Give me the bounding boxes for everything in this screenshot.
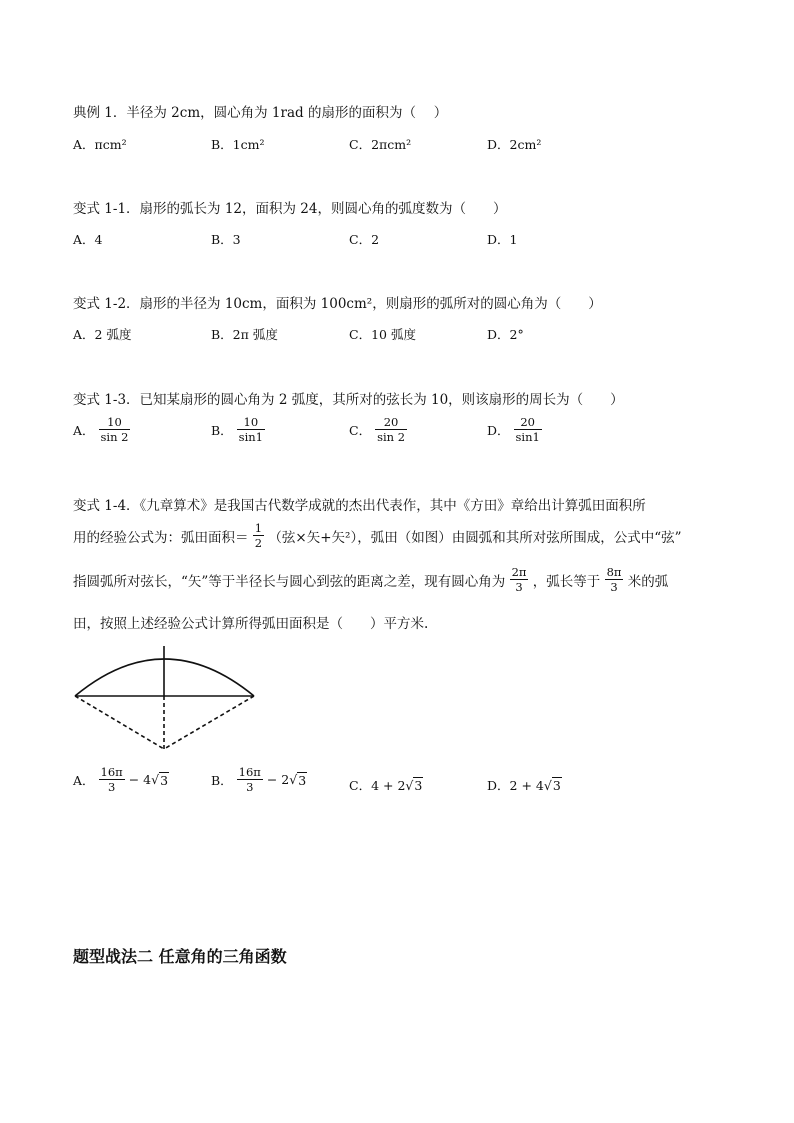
q4-option-c <box>349 416 407 443</box>
numerator: 16π <box>238 765 261 779</box>
q3-option-b: B．2π 弧度 <box>211 327 278 342</box>
text: − 2 <box>266 772 290 788</box>
q2-option-d: D．1 <box>487 232 518 247</box>
radicand: 3 <box>160 772 169 788</box>
denominator: sin 2 <box>377 430 406 445</box>
text: 用的经验公式为：弧田面积＝ <box>73 529 249 546</box>
numerator: 20 <box>514 416 542 430</box>
numerator: 8π <box>606 565 622 579</box>
fraction <box>237 416 265 443</box>
q5-option-a <box>73 766 169 793</box>
text: ，弧长等于 <box>532 573 601 590</box>
denominator: 3 <box>610 580 618 595</box>
question-5-line-2 <box>73 522 682 549</box>
section-heading: 题型战法二 任意角的三角函数 <box>73 947 287 966</box>
fraction <box>99 766 125 793</box>
fraction <box>605 566 624 593</box>
radius-right <box>164 696 254 749</box>
question-4-stem: 变式 1-3．已知某扇形的圆心角为 2 弧度，其所对的弦长为 10，则该扇形的周长为（ ） <box>73 392 624 408</box>
option-label: D． <box>487 422 510 438</box>
question-5-line-3 <box>73 566 668 593</box>
radicand: 3 <box>414 778 423 793</box>
q3-option-a: A．2 弧度 <box>73 327 132 342</box>
q5-option-d <box>487 776 562 794</box>
q4-option-b <box>211 416 265 443</box>
q1-option-a: A．πcm² <box>73 137 127 152</box>
q1-option-b: B．1cm² <box>211 137 265 152</box>
numerator: 10 <box>237 416 265 430</box>
option-label: B． <box>211 772 233 788</box>
q1-option-c: C．2πcm² <box>349 137 412 152</box>
radicand: 3 <box>552 778 561 793</box>
text: D．2 + 4 <box>487 778 544 793</box>
fraction <box>99 416 131 443</box>
text: C．4 + 2 <box>349 778 406 793</box>
option-label: A． <box>73 772 95 788</box>
denominator: 3 <box>246 780 254 795</box>
option-label: C． <box>349 422 372 438</box>
numerator: 16π <box>100 765 123 779</box>
sqrt-symbol: √ <box>543 777 552 793</box>
q3-option-c: C．10 弧度 <box>349 327 416 342</box>
option-label: B． <box>211 422 233 438</box>
radicand: 3 <box>298 772 307 788</box>
q2-option-b: B．3 <box>211 232 241 247</box>
fraction <box>510 566 529 593</box>
denominator: sin1 <box>238 430 263 445</box>
fraction <box>375 416 407 443</box>
question-1-stem: 典例 1．半径为 2cm，圆心角为 1rad 的扇形的面积为（ ） <box>73 105 448 121</box>
q2-option-a: A．4 <box>73 232 103 247</box>
fraction <box>237 766 263 793</box>
question-5-line-4: 田，按照上述经验公式计算所得弧田面积是（ ）平方米. <box>73 616 429 632</box>
text: 米的弧 <box>627 573 669 590</box>
q5-option-c <box>349 776 423 794</box>
q4-option-a <box>73 416 130 443</box>
question-5-line-1: 变式 1-4．《九章算术》是我国古代数学成就的杰出代表作，其中《方田》章给出计算弧田面积所 <box>73 498 646 514</box>
question-2-stem: 变式 1-1．扇形的弧长为 12，面积为 24，则圆心角的弧度数为（ ） <box>73 201 507 217</box>
denominator: 3 <box>107 780 116 795</box>
denominator: sin 2 <box>100 430 129 445</box>
denominator: 3 <box>515 580 523 595</box>
fraction <box>253 522 264 549</box>
sqrt-symbol: √ <box>289 772 298 788</box>
text: − 4 <box>128 772 152 788</box>
denominator: sin1 <box>515 430 540 445</box>
fraction <box>514 416 542 443</box>
radius-left <box>75 696 164 749</box>
numerator: 1 <box>254 521 263 535</box>
q1-option-d: D．2cm² <box>487 137 542 152</box>
question-3-stem: 变式 1-2．扇形的半径为 10cm，面积为 100cm²，则扇形的弧所对的圆心角为（ ） <box>73 296 602 312</box>
numerator: 10 <box>99 416 131 430</box>
text: 指圆弧所对弦长，“矢”等于半径长与圆心到弦的距离之差，现有圆心角为 <box>73 573 506 590</box>
sqrt-symbol: √ <box>405 777 414 793</box>
arc-field-figure <box>70 640 260 755</box>
q3-option-d: D．2° <box>487 327 524 342</box>
numerator: 20 <box>375 416 407 430</box>
numerator: 2π <box>511 565 527 579</box>
q2-option-c: C．2 <box>349 232 380 247</box>
q5-option-b <box>211 766 307 793</box>
denominator: 2 <box>254 536 263 551</box>
option-label: A． <box>73 422 95 438</box>
q4-option-d <box>487 416 542 443</box>
text: （弦×矢+矢²），弧田（如图）由圆弧和其所对弦所围成，公式中“弦” <box>268 529 682 546</box>
sqrt-symbol: √ <box>151 772 160 788</box>
